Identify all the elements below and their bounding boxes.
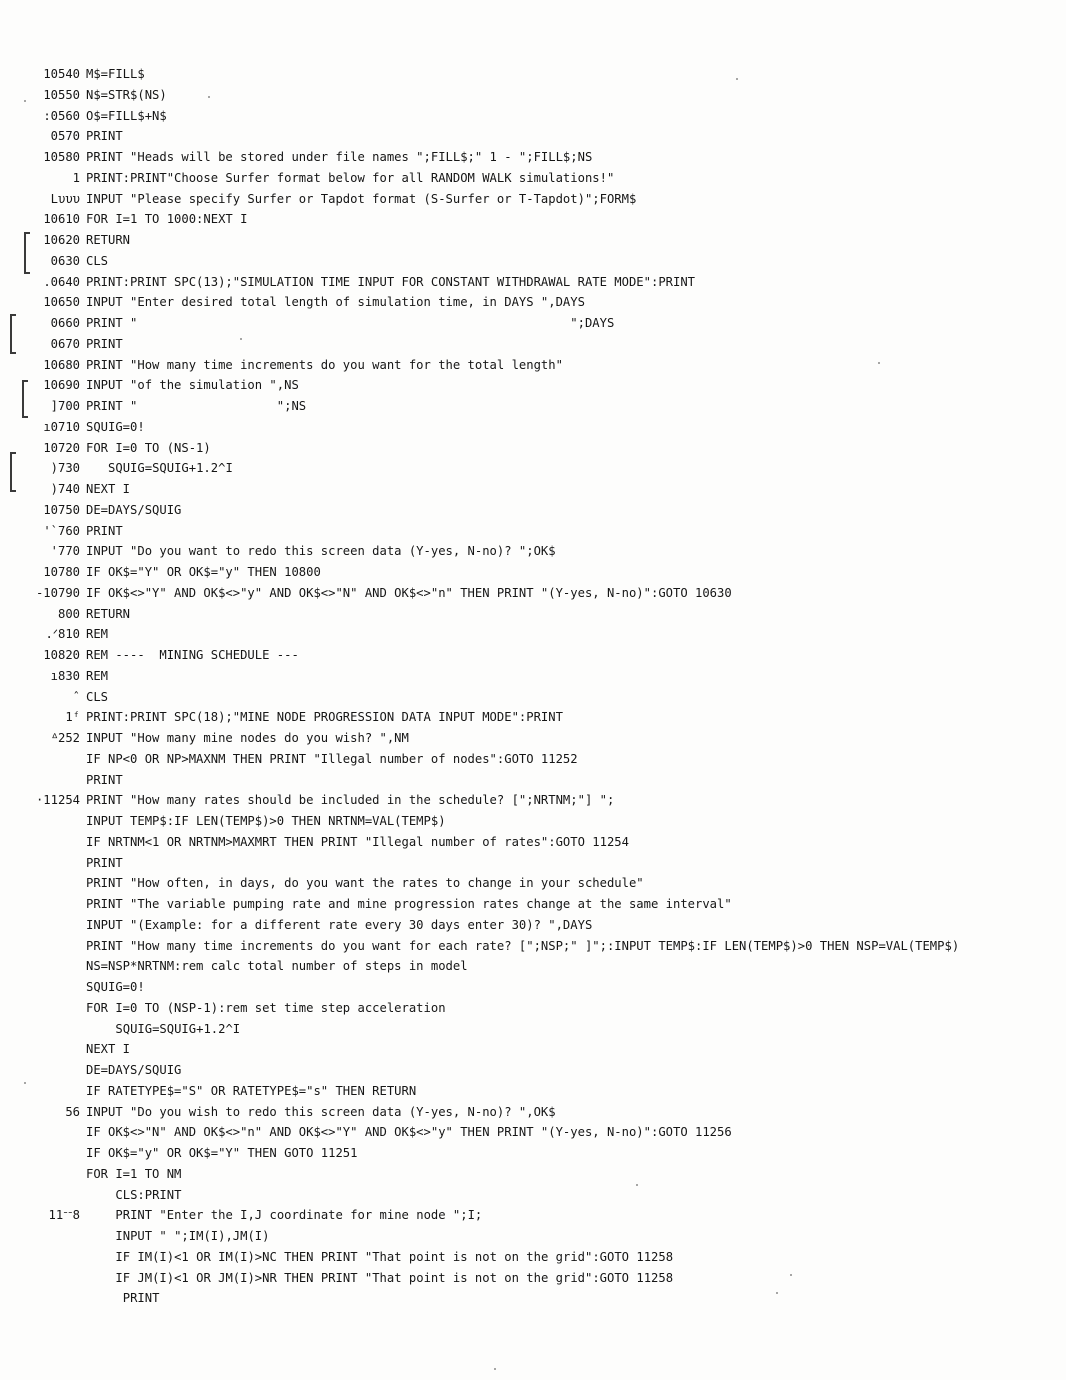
code-line [14,1081,1054,1102]
line-number: :0560 [43,108,80,123]
line-number: 10540 [43,67,80,81]
code-line [14,106,1054,127]
scan-speck [790,1274,792,1276]
code-statement: REM ---- MINING SCHEDULE --- [86,648,299,662]
line-number: 56 [65,1104,80,1119]
code-line [14,936,1054,957]
code-line [14,541,1054,562]
code-statement: IF NP<0 OR NP>MAXNM THEN PRINT "Illegal number of nodes":GOTO 11252 [86,751,578,766]
line-number: 0570 [50,129,80,144]
line-number: 10610 [43,212,80,227]
line-number: 1 [72,170,80,185]
code-line [14,666,1054,687]
code-statement: FOR I=1 TO 1000:NEXT I [86,212,248,227]
line-number: 0670 [50,336,80,351]
code-line [14,1102,1054,1123]
code-line [14,1060,1054,1081]
line-number: 10650 [43,295,80,310]
code-line [14,853,1054,874]
line-number: 10580 [43,150,80,164]
code-line [14,749,1054,770]
code-line [14,624,1054,645]
code-statement: INPUT "Enter desired total length of simulation time, in DAYS ",DAYS [86,295,585,310]
code-statement: FOR I=0 TO (NSP-1):rem set time step acceleration [86,1000,446,1015]
margin-bracket [10,452,12,492]
code-statement: RETURN [86,606,131,621]
code-line [14,1288,1054,1309]
code-line [14,998,1054,1019]
code-line [14,396,1054,417]
code-line [14,894,1054,915]
line-number: 10720 [43,440,80,455]
code-line [14,1143,1054,1164]
code-statement: PRINT "How many time increments do you want for each rate? [";NSP;" ]";:INPUT TEMP$:IF LEN(TEMP$)>0 THEN NSP=VAL(TEMP$) [86,938,960,953]
code-statement: PRINT "Heads will be stored under file names ";FILL$;" 1 - ";FILL$;NS [86,150,593,164]
code-line [14,873,1054,894]
code-line [14,1164,1054,1185]
margin-bracket [24,232,26,274]
code-line [14,168,1054,189]
basic-code-listing [14,64,1054,1309]
code-statement: CLS [86,253,109,268]
code-line [14,1205,1054,1226]
code-statement: IF JM(I)<1 OR JM(I)>NR THEN PRINT "That point is not on the grid":GOTO 11258 [115,1270,674,1285]
code-line [14,977,1054,998]
code-statement: INPUT "(Example: for a different rate every 30 days enter 30)? ",DAYS [86,917,593,932]
code-line [14,272,1054,293]
margin-bracket [10,314,12,354]
code-statement: IF OK$<>"N" AND OK$<>"n" AND OK$<>"Y" AND OK$<>"y" THEN PRINT "(Y-yes, N-no)":GOTO 11256 [86,1125,732,1140]
line-number: '770 [50,544,80,559]
code-statement: INPUT TEMP$:IF LEN(TEMP$)>0 THEN NRTNM=VAL(TEMP$) [86,814,446,828]
line-number: 10550 [43,87,80,102]
code-statement: NS=NSP*NRTNM:rem calc total number of steps in model [86,959,468,974]
line-number: 0630 [50,253,80,268]
code-statement: IF RATETYPE$="S" OR RATETYPE$="s" THEN RETURN [86,1083,417,1098]
code-statement: SQUIG=SQUIG+1.2^I [115,1021,241,1036]
code-statement: IF NRTNM<1 OR NRTNM>MAXMRT THEN PRINT "Illegal number of rates":GOTO 11254 [86,834,629,849]
code-line [14,1226,1054,1247]
line-number: 800 [57,606,80,621]
code-line [14,1247,1054,1268]
code-statement: PRINT [122,1291,160,1306]
scan-speck [736,78,738,80]
code-statement: PRINT [86,336,123,351]
code-line [14,1268,1054,1289]
code-statement: PRINT "The variable pumping rate and mine progression rates change at the same interval" [86,897,732,911]
code-statement: FOR I=0 TO (NS-1) [86,440,211,455]
code-statement: O$=FILL$+N$ [86,108,167,123]
code-statement: PRINT:PRINT SPC(13);"SIMULATION TIME INPUT FOR CONSTANT WITHDRAWAL RATE MODE":PRINT [86,274,696,289]
code-statement: INPUT "Do you wish to redo this screen data (Y-yes, N-no)? ",OK$ [86,1104,556,1119]
code-line [14,1039,1054,1060]
line-number: 10680 [43,357,80,372]
code-statement: INPUT "of the simulation ",NS [86,378,299,393]
code-statement: IF OK$<>"Y" AND OK$<>"y" AND OK$<>"N" AND OK$<>"n" THEN PRINT "(Y-yes, N-no)":GOTO 10630 [86,585,732,600]
code-statement: IF OK$="y" OR OK$="Y" THEN GOTO 11251 [86,1146,358,1160]
scan-speck [24,100,26,102]
code-statement: REM [86,627,109,642]
code-line [14,438,1054,459]
code-statement: INPUT "How many mine nodes do you wish? ",NM [86,731,409,745]
line-number: .0640 [43,274,80,289]
code-statement: SQUIG=SQUIG+1.2^I [108,461,233,476]
code-line [14,832,1054,853]
code-statement: RETURN [86,233,131,247]
code-line [14,728,1054,749]
code-line [14,458,1054,479]
code-statement: DE=DAYS/SQUIG [86,502,182,517]
scan-speck [494,1368,496,1370]
line-number: '`760 [43,523,80,538]
code-line [14,147,1054,168]
line-number: 11ᐨᐨ8 [48,1208,80,1223]
code-statement: PRINT "Enter the I,J coordinate for mine node ";I; [115,1208,483,1223]
line-number: ı0710 [43,419,80,434]
code-statement: PRINT [86,772,123,787]
code-line [14,230,1054,251]
code-statement: PRINT:PRINT"Choose Surfer format below for all RANDOM WALK simulations!" [86,170,615,185]
code-line [14,1019,1054,1040]
code-statement: NEXT I [86,1042,131,1057]
code-statement: NEXT I [86,482,131,496]
code-line [14,790,1054,811]
code-line [14,209,1054,230]
code-line [14,189,1054,210]
code-line [14,707,1054,728]
code-line [14,583,1054,604]
code-statement: PRINT " ";NS [86,399,307,413]
code-line [14,375,1054,396]
code-line [14,334,1054,355]
line-number: 10690 [43,378,80,393]
line-number: 1ᶠ [65,710,80,725]
code-line [14,251,1054,272]
code-line [14,915,1054,936]
line-number: ·11254 [35,793,80,808]
code-line [14,500,1054,521]
code-statement: PRINT:PRINT SPC(18);"MINE NODE PROGRESSION DATA INPUT MODE":PRINT [86,710,563,725]
line-number: )740 [50,482,80,496]
line-number: -10790 [35,585,80,600]
code-statement: PRINT "How often, in days, do you want the rates to change in your schedule" [86,876,644,891]
code-statement: CLS [86,689,109,704]
code-statement: FOR I=1 TO NM [86,1166,182,1181]
code-line [14,1122,1054,1143]
line-number: Lυυυ [50,191,80,206]
code-line [14,126,1054,147]
code-line [14,645,1054,666]
code-line [14,1185,1054,1206]
line-number: ˆ [72,689,80,704]
scan-speck [776,1292,778,1294]
code-line [14,417,1054,438]
code-line [14,521,1054,542]
code-line [14,292,1054,313]
code-statement: INPUT "Do you want to redo this screen data (Y-yes, N-no)? ";OK$ [86,544,556,559]
line-number: ]700 [50,399,80,413]
line-number: 10780 [43,565,80,579]
code-statement: PRINT [86,523,123,538]
code-line [14,811,1054,832]
code-statement: PRINT [86,129,123,144]
code-statement: REM [86,668,109,683]
code-line [14,85,1054,106]
code-statement: M$=FILL$ [86,67,145,81]
code-statement: PRINT "How many time increments do you want for the total length" [86,357,563,372]
code-statement: N$=STR$(NS) [86,87,167,102]
code-statement: DE=DAYS/SQUIG [86,1063,182,1077]
scan-speck [878,362,880,364]
line-number: .ᐟ810 [45,627,80,642]
code-statement: IF OK$="Y" OR OK$="y" THEN 10800 [86,565,321,579]
code-statement: IF IM(I)<1 OR IM(I)>NC THEN PRINT "That point is not on the grid":GOTO 11258 [115,1249,674,1264]
line-number: 10620 [43,233,80,247]
line-number: ᐞ252 [51,731,80,745]
scan-speck [240,338,242,340]
scan-speck [24,1082,26,1084]
margin-bracket [22,380,24,418]
code-line [14,355,1054,376]
line-number: )730 [50,461,80,476]
line-number: 0660 [50,316,80,330]
scan-speck [636,1184,638,1186]
scan-speck [208,96,210,98]
code-statement: INPUT "Please specify Surfer or Tapdot format (S-Surfer or T-Tapdot)";FORM$ [86,191,637,206]
line-number: 10750 [43,502,80,517]
code-statement: PRINT "How many rates should be included in the schedule? [";NRTNM;"] "; [86,793,615,808]
code-statement: CLS:PRINT [115,1187,182,1202]
code-statement: PRINT " ";DAYS [86,316,615,330]
code-statement: INPUT " ";IM(I),JM(I) [115,1229,270,1243]
code-statement: SQUIG=0! [86,980,145,994]
code-line [14,562,1054,583]
line-number: ı830 [50,668,80,683]
code-line [14,687,1054,708]
code-line [14,604,1054,625]
code-statement: PRINT [86,855,123,870]
code-line [14,313,1054,334]
code-line [14,956,1054,977]
code-statement: SQUIG=0! [86,419,145,434]
code-line [14,64,1054,85]
code-line [14,770,1054,791]
code-line [14,479,1054,500]
line-number: 10820 [43,648,80,662]
